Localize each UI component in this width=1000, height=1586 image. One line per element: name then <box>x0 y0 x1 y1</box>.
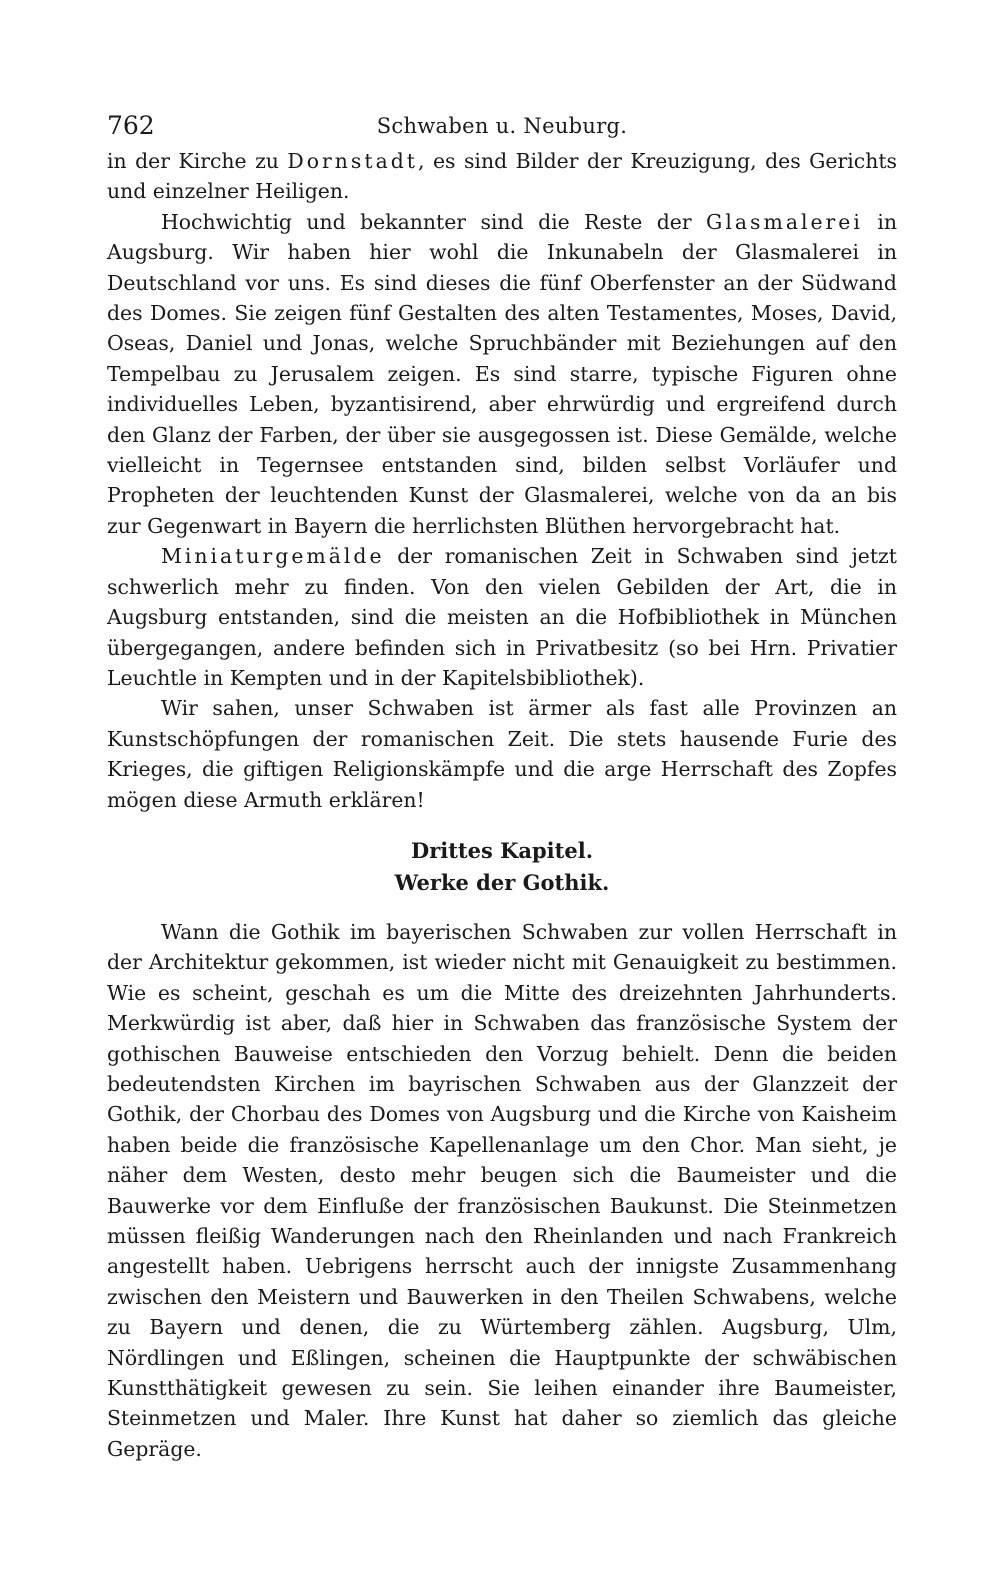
book-page <box>107 106 897 1464</box>
chapter-heading <box>107 835 897 899</box>
section-romanesque-end <box>107 146 897 815</box>
text-run: der romanischen Zeit in Schwaben sind jetzt schwerlich mehr zu finden. Von den vielen Gebilden der Art, die in Augsburg entstanden, sind die meisten an die Hofbibliothek in München übergegangen, andere befinden sich in Privatbesitz (so bei Hrn. Privatier Leuchtle in Kempten und in der Kapitelsbibliothek). <box>107 544 897 690</box>
chapter-number: Drittes Kapitel. <box>410 837 594 863</box>
chapter-title: Werke der Gothik. <box>394 869 610 895</box>
spaced-term-miniaturgemaelde: Miniaturgemälde <box>161 544 385 569</box>
paragraph-conclusion: Wir sahen, unser Schwaben ist ärmer als fast alle Provinzen an Kunstschöpfungen der romanischen Zeit. Die stets hausende Furie des Krieges, die giftigen Religionskämpfe und die arge Herrschaft des Zopfes mögen diese Armuth erklären! <box>107 696 897 812</box>
running-header <box>107 106 897 146</box>
spaced-term-dornstadt: Dornstadt <box>287 149 418 173</box>
text-run: , es sind Bilder der Kreuzigung, des Gerichts und einzelner Heiligen. <box>107 149 897 204</box>
paragraph-gothic-intro: Wann die Gothik im bayerischen Schwaben zur vollen Herrschaft in der Architektur gekommen, ist wieder nicht mit Genauigkeit zu bestimmen. Wie es scheint, geschah es um die Mitte des dreizehnten Jahrhunderts. Merkwürdig ist aber, daß hier in Schwaben das französische System der gothischen Bauweise entschieden den Vorzug behielt. Denn die beiden bedeutendsten Kirchen im bayrischen Schwaben aus der Glanzzeit der Gothik, der Chorbau des Domes von Augsburg und die Kirche von Kaisheim haben beide die französische Kapellenanlage um den Chor. Man sieht, je näher dem Westen, desto mehr beugen sich die Baumeister und die Bauwerke vor dem Einfluße der französischen Baukunst. Die Steinmetzen müssen fleißig Wanderungen nach den Rheinlanden und nach Frankreich angestellt haben. Uebrigens herrscht auch der innigste Zusammenhang zwischen den Meistern und Bauwerken in den Theilen Schwabens, welche zu Bayern und denen, die zu Würtemberg zählen. Augsburg, Ulm, Nördlingen und Eßlingen, scheinen die Hauptpunkte der schwäbischen Kunstthätigkeit gewesen zu sein. Sie leihen einander ihre Baumeister, Steinmetzen und Maler. Ihre Kunst hat daher so ziemlich das gleiche Gepräge. <box>107 919 897 1461</box>
page-number: 762 <box>107 111 155 140</box>
paragraph-glasmalerei <box>107 207 897 541</box>
paragraph-miniaturgemaelde <box>107 541 897 693</box>
section-gothic <box>107 917 897 1464</box>
running-title: Schwaben u. Neuburg. <box>376 114 628 138</box>
text-run: in Augsburg. Wir haben hier wohl die Inkunabeln der Glasmalerei in Deutschland vor uns. Es sind dieses die fünf Oberfenster an der Südwand des Domes. Sie zeigen fünf Gestalten des alten Testamentes, Moses, David, Oseas, Daniel und Jonas, welche Spruchbänder mit Beziehungen auf den Tempelbau zu Jerusalem zeigen. Es sind starre, typische Figuren ohne individuelles Leben, byzantisirend, aber ehrwürdig und ergreifend durch den Glanz der Farben, der über sie ausgegossen ist. Diese Gemälde, welche vielleicht in Tegernsee entstanden sind, bilden selbst Vorläufer und Propheten der leuchtenden Kunst der Glasmalerei, welche von da an bis zur Gegenwart in Bayern die herrlichsten Blüthen hervorgebracht hat. <box>107 209 898 538</box>
text-run: Hochwichtig und bekannter sind die Reste der <box>161 209 707 234</box>
paragraph-dornstadt <box>107 146 897 207</box>
text-run: in der Kirche zu <box>107 149 288 173</box>
spaced-term-glasmalerei: Glasmalerei <box>706 209 863 234</box>
